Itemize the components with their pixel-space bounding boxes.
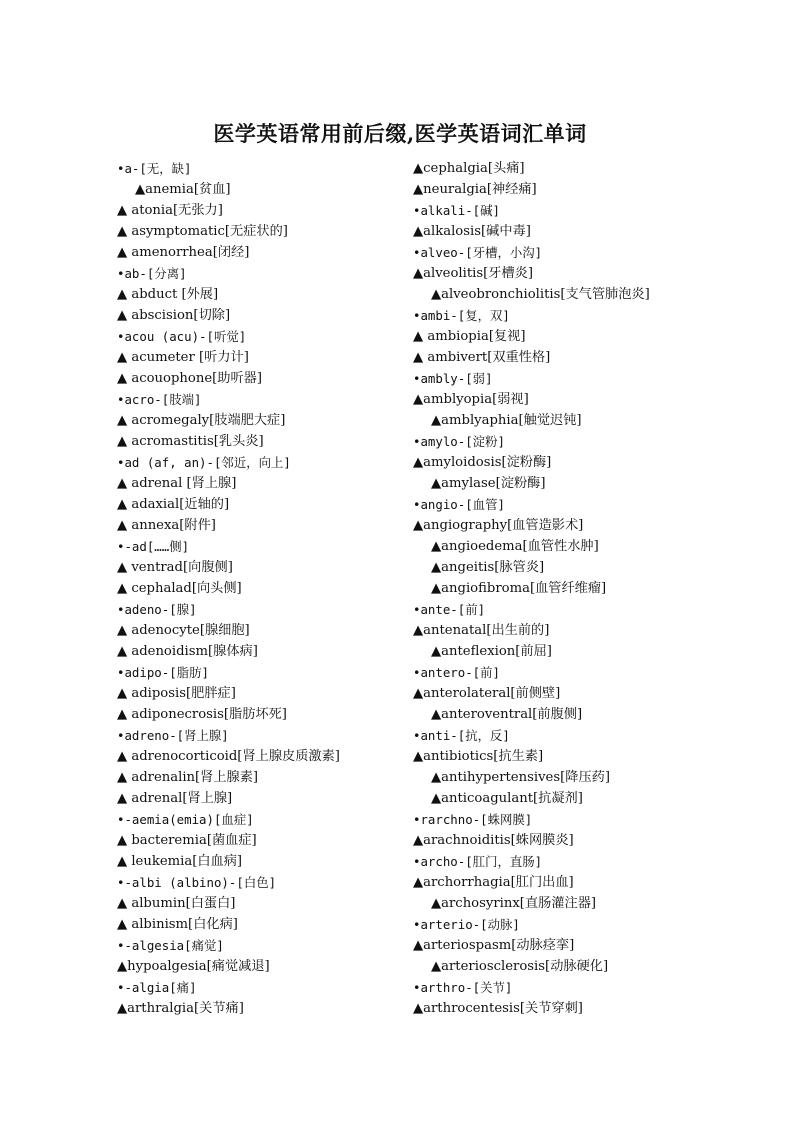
prefix-entry: •ante-[前] xyxy=(413,602,486,617)
term-entry: ▲ amenorrhea[闭经] xyxy=(117,245,250,260)
term-entry: ▲ acumeter [听力计] xyxy=(117,350,249,365)
prefix-entry: •adipo-[脂肪] xyxy=(117,665,209,680)
term-entry: ▲amylase[淀粉酶] xyxy=(431,476,546,491)
term-entry: ▲alveobronchiolitis[支气管肺泡炎] xyxy=(431,287,650,302)
prefix-entry: •archo-[肛门，直肠] xyxy=(413,854,543,869)
prefix-entry: •ambly-[弱] xyxy=(413,371,493,386)
prefix-entry: •ab-[分离] xyxy=(117,266,187,281)
left-column xyxy=(117,158,417,1019)
term-entry: ▲anemia[贫血] xyxy=(135,182,231,197)
term-entry: ▲hypoalgesia[痛觉减退] xyxy=(117,959,270,974)
term-entry: ▲anterolateral[前侧壁] xyxy=(413,686,561,701)
term-entry: ▲ adrenocorticoid[肾上腺皮质激素] xyxy=(117,749,340,764)
term-entry: ▲anticoagulant[抗凝剂] xyxy=(431,791,583,806)
term-entry: ▲ asymptomatic[无症状的] xyxy=(117,224,288,239)
term-entry: ▲angiography[血管造影术] xyxy=(413,518,584,533)
term-entry: ▲angiofibroma[血管纤维瘤] xyxy=(431,581,607,596)
term-entry: ▲ adenoidism[腺体病] xyxy=(117,644,258,659)
term-entry: ▲ cephalad[向头侧] xyxy=(117,581,242,596)
term-entry: ▲antibiotics[抗生素] xyxy=(413,749,544,764)
term-entry: ▲ acouophone[助听器] xyxy=(117,371,262,386)
prefix-entry: •adreno-[肾上腺] xyxy=(117,728,229,743)
prefix-entry: •a-[无，缺] xyxy=(117,161,192,176)
term-entry: ▲arachnoiditis[蛛网膜炎] xyxy=(413,833,574,848)
prefix-entry: •-algesia[痛觉] xyxy=(117,938,224,953)
term-entry: ▲ adiponecrosis[脂肪坏死] xyxy=(117,707,287,722)
right-column xyxy=(413,158,713,1019)
prefix-entry: •acro-[肢端] xyxy=(117,392,202,407)
term-entry: ▲angioedema[血管性水肿] xyxy=(431,539,599,554)
prefix-entry: •arthro-[关节] xyxy=(413,980,513,995)
term-entry: ▲archosyrinx[直肠灌注器] xyxy=(431,896,597,911)
term-entry: ▲ ventrad[向腹侧] xyxy=(117,560,233,575)
term-entry: ▲ ambivert[双重性格] xyxy=(413,350,551,365)
prefix-entry: •alveo-[牙槽，小沟] xyxy=(413,245,543,260)
term-entry: ▲arthrocentesis[关节穿刺] xyxy=(413,1001,583,1016)
prefix-entry: •-ad[……侧] xyxy=(117,539,190,554)
term-entry: ▲ adrenal[肾上腺] xyxy=(117,791,233,806)
term-entry: ▲arteriosclerosis[动脉硬化] xyxy=(431,959,609,974)
term-entry: ▲neuralgia[神经痛] xyxy=(413,182,537,197)
term-entry: ▲ adrenal [肾上腺] xyxy=(117,476,237,491)
term-entry: ▲ adenocyte[腺细胞] xyxy=(117,623,250,638)
prefix-entry: •ad (af, an)-[邻近，向上] xyxy=(117,455,291,470)
term-entry: ▲antenatal[出生前的] xyxy=(413,623,550,638)
prefix-entry: •acou (acu)-[听觉] xyxy=(117,329,247,344)
prefix-entry: •amylo-[淀粉] xyxy=(413,434,505,449)
prefix-entry: •-aemia(emia)[血症] xyxy=(117,812,254,827)
term-entry: ▲alveolitis[牙槽炎] xyxy=(413,266,533,281)
term-entry: ▲cephalgia[头痛] xyxy=(413,161,525,176)
term-entry: ▲ ambiopia[复视] xyxy=(413,329,526,344)
term-entry: ▲antihypertensives[降压药] xyxy=(431,770,610,785)
prefix-entry: •ambi-[复，双] xyxy=(413,308,510,323)
term-entry: ▲ adrenalin[肾上腺素] xyxy=(117,770,259,785)
term-entry: ▲amblyaphia[触觉迟钝] xyxy=(431,413,582,428)
term-entry: ▲amblyopia[弱视] xyxy=(413,392,529,407)
term-entry: ▲anteflexion[前屈] xyxy=(431,644,552,659)
term-entry: ▲ albinism[白化病] xyxy=(117,917,238,932)
term-entry: ▲ abscision[切除] xyxy=(117,308,231,323)
term-entry: ▲alkalosis[碱中毒] xyxy=(413,224,531,239)
term-entry: ▲ adaxial[近轴的] xyxy=(117,497,230,512)
prefix-entry: •anti-[抗，反] xyxy=(413,728,510,743)
term-entry: ▲anteroventral[前腹侧] xyxy=(431,707,583,722)
term-entry: ▲amyloidosis[淀粉酶] xyxy=(413,455,552,470)
prefix-entry: •arterio-[动脉] xyxy=(413,917,520,932)
term-entry: ▲angeitis[脉管炎] xyxy=(431,560,545,575)
term-entry: ▲ acromastitis[乳头炎] xyxy=(117,434,264,449)
term-entry: ▲ acromegaly[肢端肥大症] xyxy=(117,413,286,428)
term-entry: ▲ annexa[附件] xyxy=(117,518,216,533)
page-title: 医学英语常用前后缀,医学英语词汇单词 xyxy=(213,121,587,146)
prefix-entry: •rarchno-[蛛网膜] xyxy=(413,812,533,827)
prefix-entry: •angio-[血管] xyxy=(413,497,505,512)
term-entry: ▲arthralgia[关节痛] xyxy=(117,1001,244,1016)
term-entry: ▲ leukemia[白血病] xyxy=(117,854,243,869)
term-entry: ▲ atonia[无张力] xyxy=(117,203,223,218)
term-entry: ▲arteriospasm[动脉痉挛] xyxy=(413,938,575,953)
term-entry: ▲ bacteremia[菌血症] xyxy=(117,833,257,848)
prefix-entry: •-albi (albino)-[白色] xyxy=(117,875,277,890)
term-entry: ▲ albumin[白蛋白] xyxy=(117,896,236,911)
term-entry: ▲ adiposis[肥胖症] xyxy=(117,686,236,701)
prefix-entry: •adeno-[腺] xyxy=(117,602,197,617)
prefix-entry: •-algia[痛] xyxy=(117,980,197,995)
prefix-entry: •antero-[前] xyxy=(413,665,500,680)
term-entry: ▲archorrhagia[肛门出血] xyxy=(413,875,574,890)
prefix-entry: •alkali-[碱] xyxy=(413,203,500,218)
term-entry: ▲ abduct [外展] xyxy=(117,287,219,302)
